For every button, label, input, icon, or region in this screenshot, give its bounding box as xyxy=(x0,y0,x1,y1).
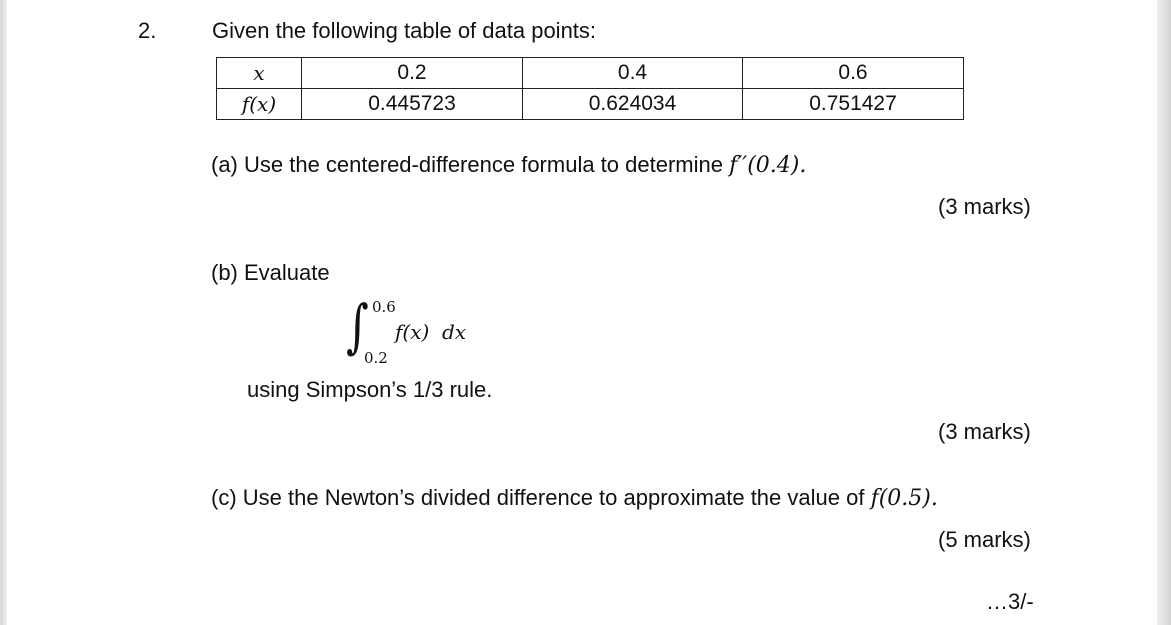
question-prompt: Given the following table of data points: xyxy=(212,18,597,43)
page-edge-left xyxy=(0,0,7,625)
integrand: f(x) dx xyxy=(395,320,467,344)
part-c-marks: (5 marks) xyxy=(938,527,1031,552)
table-cell: 0.624034 xyxy=(523,89,743,120)
table-cell: 0.445723 xyxy=(302,89,523,120)
table-cell: 0.6 xyxy=(743,58,964,89)
part-c-question xyxy=(211,485,938,512)
table-row xyxy=(217,89,964,120)
part-a-question xyxy=(211,152,806,179)
part-a-marks: (3 marks) xyxy=(938,194,1031,219)
integral-upper-limit: 0.6 xyxy=(372,298,396,316)
table-row xyxy=(217,58,964,89)
part-b-marks: (3 marks) xyxy=(938,419,1031,444)
table-cell: 0.2 xyxy=(302,58,523,89)
data-table xyxy=(216,57,964,120)
part-c-text: (c) Use the Newton’s divided difference to approximate the value of xyxy=(211,485,871,510)
table-cell: 0.751427 xyxy=(743,89,964,120)
integral-sign: ∫ xyxy=(346,292,369,360)
part-b-intro: (b) Evaluate xyxy=(211,260,330,285)
integral-lower-limit: 0.2 xyxy=(364,349,388,367)
page-continuation: …3/- xyxy=(986,589,1034,614)
row-header-x: x xyxy=(217,58,302,89)
part-a-text: (a) Use the centered-difference formula to determine xyxy=(211,152,730,177)
part-b-method: using Simpson’s 1/3 rule. xyxy=(247,377,493,402)
question-number: 2. xyxy=(138,18,157,43)
table-cell: 0.4 xyxy=(523,58,743,89)
part-a-math: f′′(0.4). xyxy=(729,153,807,178)
part-c-math: f(0.5). xyxy=(870,486,938,511)
row-header-fx: f(x) xyxy=(217,89,302,120)
page-edge-right xyxy=(1157,0,1171,625)
